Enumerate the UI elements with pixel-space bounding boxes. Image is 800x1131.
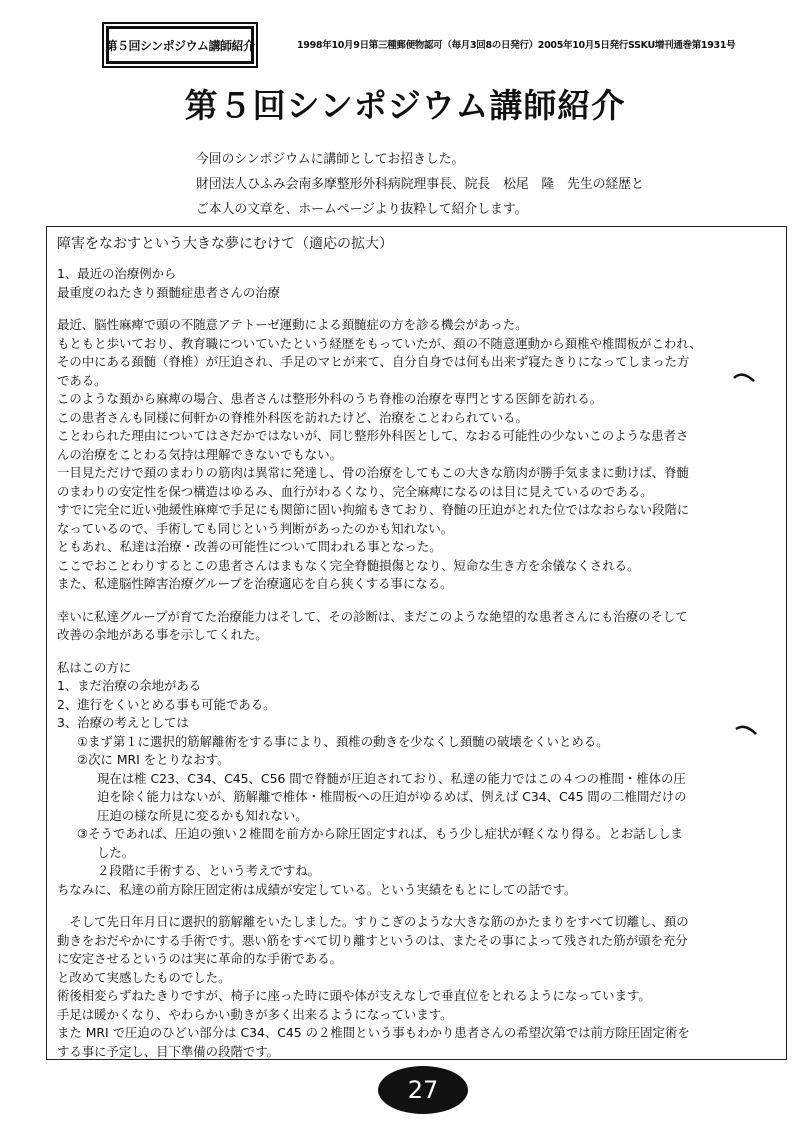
body-line: すでに完全に近い弛緩性麻痺で手足にも関節に固い拘縮もきており、脊髄の圧迫がとれた位ではなおらない段階に xyxy=(57,502,690,517)
body-line: ともあれ、私達は治療・改善の可能性について問われる事となった。 xyxy=(57,539,442,554)
body-line: 1、まだ治療の余地がある xyxy=(57,678,202,693)
body-line: 圧迫の様な所見に変るかも知れない。 xyxy=(97,807,308,823)
page-title: 第５回シンポジウム講師紹介 xyxy=(184,86,626,125)
body-line: 幸いに私達グループが育てた治療能力はそして、その診断は、まだこのような絶望的な患者さんにも治療のそして xyxy=(57,608,688,624)
body-line: また MRI で圧迫のひどい部分は C34、C45 の２椎間という事もわかり患者さんの希望次第では前方除圧固定術を xyxy=(57,1025,690,1040)
body-line: 現在は椎 C23、C34、C45、C56 間で脊髄が圧迫されており、私達の能力ではこの４つの椎間・椎体の圧 xyxy=(97,770,686,786)
intro-line: ご本人の文章を、ホームページより抜粋して紹介します。 xyxy=(196,202,528,217)
handwritten-mark xyxy=(732,370,756,384)
body-line: このような頚から麻痺の場合、患者さんは整形外科のうち脊椎の治療を専門とする医師を訪れる。 xyxy=(57,391,603,406)
body-line: ちなみに、私達の前方除圧固定術は成績が安定している。という実績をもとにしての話です。 xyxy=(57,881,577,897)
body-line: ②次に MRI をとりなおす。 xyxy=(77,752,230,767)
body-line: ③そうであれば、圧迫の強い２椎間を前方から除圧固定すれば、もう少し症状が軽くなり得る。とお話ししま xyxy=(77,826,683,841)
body-line: のまわりの安定性を保つ構造はゆるみ、血行がわるくなり、完全麻痺になるのは目に見えているのである。 xyxy=(57,483,653,499)
body-line: 手足は暖かくなり、やわらかい動きが多く出来るようになっています。 xyxy=(57,1006,453,1022)
body-line: 迫を除く能力はないが、筋解離で椎体・椎間板への圧迫がゆるめば、例えば C34、C45 間の二椎間だけの xyxy=(97,789,687,804)
body-line: 改善の余地がある事を示してくれた。 xyxy=(57,627,268,642)
body-line: もともと歩いており、教育職についていたという経歴をもっていたが、頚の不随意運動から頚椎や椎間板がこわれ、 xyxy=(57,335,702,351)
body-line: した。 xyxy=(97,844,135,860)
body-line: 私はこの方に xyxy=(57,659,132,675)
article-heading: 障害をなおすという大きな夢にむけて（適応の拡大） xyxy=(57,236,393,252)
body-line: 最重度のねたきり頚髄症患者さんの治療 xyxy=(57,284,281,300)
body-line: ことわられた理由についてはさだかではないが、同じ整形外科医として、なおる可能性の少ないこのような患者さ xyxy=(57,428,689,443)
body-line: ここでおことわりするとこの患者さんはまもなく完全脊髄損傷となり、短命な生き方を余儀なくされる。 xyxy=(57,557,640,573)
page-number: 27 xyxy=(378,1066,468,1114)
body-line: 3、治療の考えとしては xyxy=(57,715,189,730)
body-line: 2、進行をくいとめる事も可能である。 xyxy=(57,696,276,712)
body-line: その中にある頚髄（脊椎）が圧迫され、手足のマヒが来て、自分自身では何も出来ず寝たきりになってしまった方 xyxy=(57,354,690,369)
body-line: に安定させるというのは実に革命的な手術である。 xyxy=(57,951,342,966)
body-line: また、私達脳性障害治療グループを治療適応を自ら狭くする事になる。 xyxy=(57,576,453,591)
body-line: んの治療をことわる気持は理解できないでもない。 xyxy=(57,446,342,462)
intro-line: 財団法人ひふみ会南多摩整形外科病院理事長、院長 松尾 隆 先生の経歴と xyxy=(196,177,644,192)
body-line: する事に予定し、目下準備の段階です。 xyxy=(57,1043,280,1059)
body-line: 術後相変らずねたきりですが、椅子に座った時に頭や体が支えなしで垂直位をとれるようになっています。 xyxy=(57,988,651,1003)
body-line: 最近、脳性麻痺で頭の不随意アテトーゼ運動による頚髄症の方を診る機会があった。 xyxy=(57,317,528,332)
intro-line: 今回のシンポジウムに講師としてお招きした。 xyxy=(196,152,465,167)
body-line: そして先日年月日に選択的筋解離をいたしました。すりこぎのような大きな筋のかたまりをすべて切離し、頚の xyxy=(57,914,689,929)
section-tag-text: 第５回シンポジウム講師紹介 xyxy=(105,38,255,53)
body-line: である。 xyxy=(57,372,107,388)
body-line: 1、最近の治療例から xyxy=(57,266,177,281)
body-line: と改めて実感したものでした。 xyxy=(57,969,231,985)
body-line: なっているので、手術しても同じという判断があったのかも知れない。 xyxy=(57,520,454,536)
article-box xyxy=(46,226,787,1060)
body-line: ①まず第１に選択的筋解離術をする事により、頚椎の動きを少なくし頚髄の破壊をくいとめる。 xyxy=(77,733,609,749)
article-body xyxy=(57,265,779,1061)
body-line: 動きをおだやかにする手術です。悪い筋をすべて切り離すというのは、またその事によって残された筋が頭を充分 xyxy=(57,932,688,948)
intro-paragraph xyxy=(196,147,756,222)
publication-info: 1998年10月9日第三種郵便物認可（毎月3回8の日発行）2005年10月5日発行SSKU増刊通巻第1931号 xyxy=(297,40,736,51)
handwritten-mark xyxy=(734,722,758,736)
body-line: ２段階に手術する、という考えですね。 xyxy=(97,863,321,878)
body-line: この患者さんも同様に何軒かの脊椎外科医を訪れたけど、治療をことわられている。 xyxy=(57,409,528,425)
section-tag xyxy=(106,26,254,64)
body-line: 一目見ただけで頚のまわりの筋肉は異常に発達し、骨の治療をしてもこの大きな筋肉が勝手気ままに動けば、脊髄 xyxy=(57,465,689,480)
